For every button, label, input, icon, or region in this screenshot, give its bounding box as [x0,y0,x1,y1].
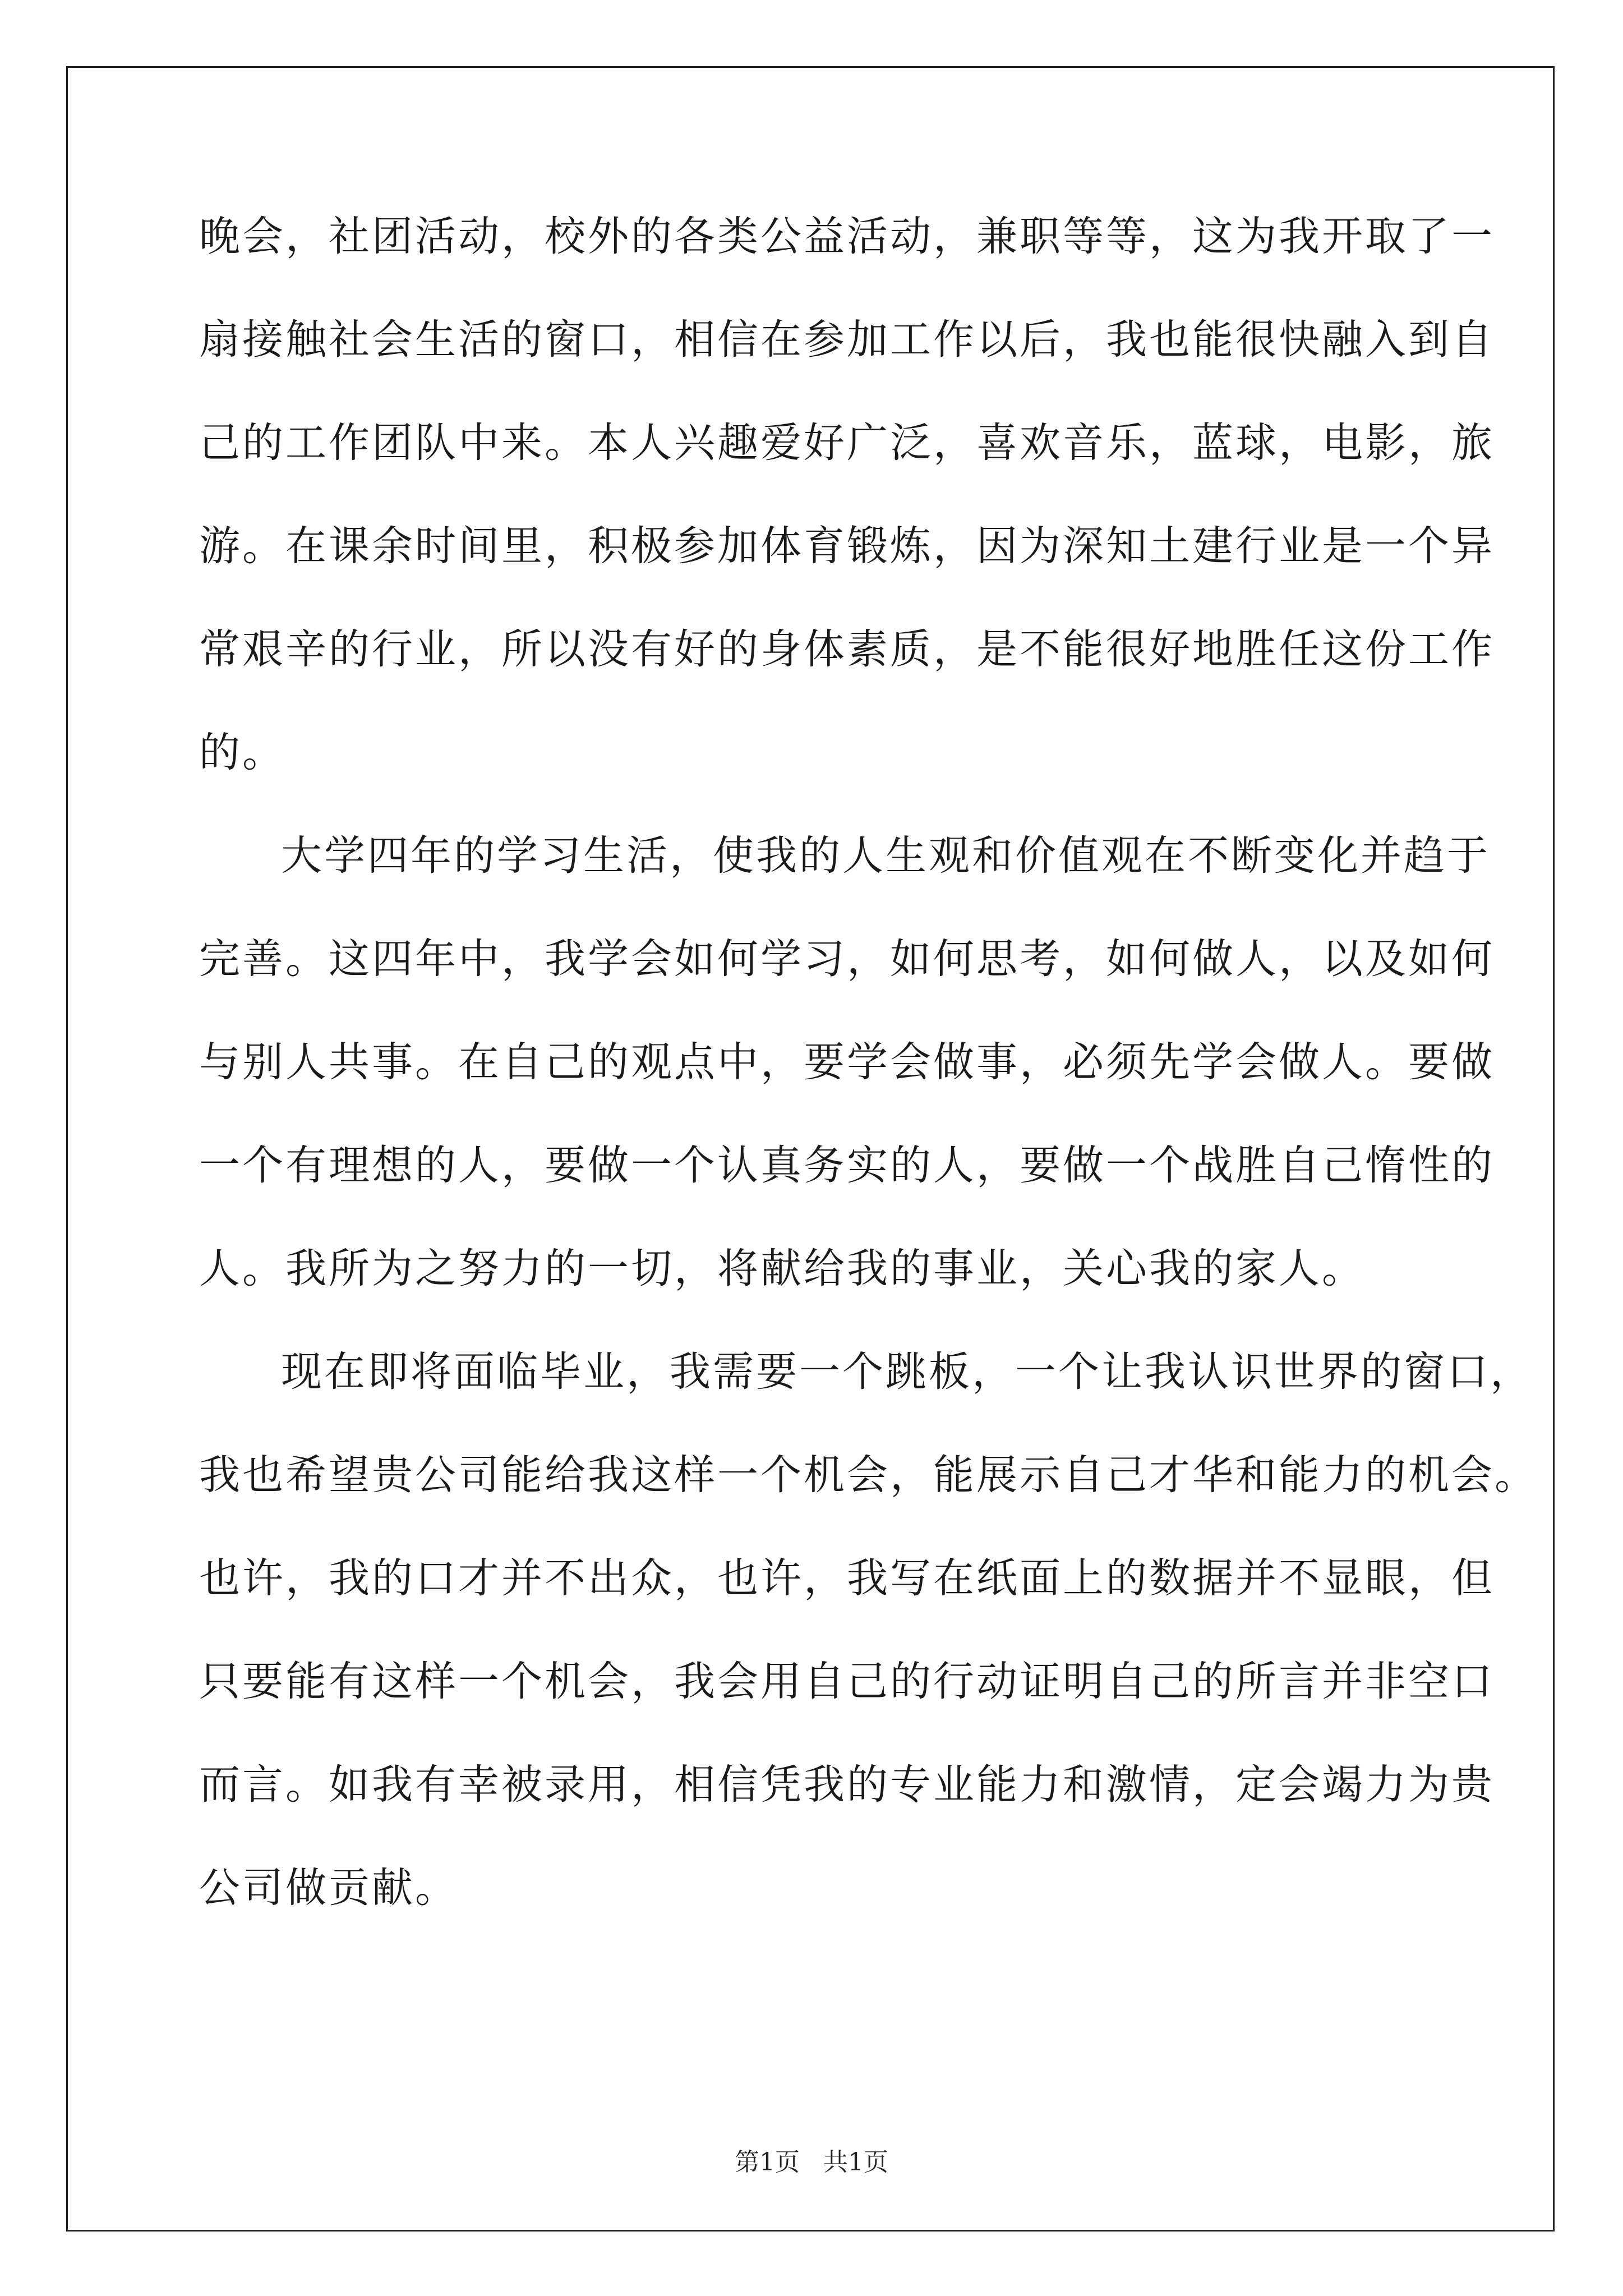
text-line: 现在即将面临毕业，我需要一个跳板，一个让我认识世界的窗口， [281,1348,1533,1396]
text-line: 只要能有这样一个机会，我会用自己的行动证明自己的所言并非空口 [199,1658,1495,1705]
text-line: 己的工作团队中来。本人兴趣爱好广泛，喜欢音乐，蓝球，电影，旅 [199,419,1495,467]
text-line: 完善。这四年中，我学会如何学习，如何思考，如何做人，以及如何 [199,935,1495,983]
text-line: 的。 [199,729,285,776]
text-line: 扇接触社会生活的窗口，相信在参加工作以后，我也能很快融入到自 [199,316,1495,364]
text-line: 游。在课余时间里，积极参加体育锻炼，因为深知土建行业是一个异 [199,522,1495,570]
text-line: 而言。如我有幸被录用，相信凭我的专业能力和激情，定会竭力为贵 [199,1761,1495,1809]
paragraph-1 [199,185,1495,804]
page-footer: 第1页 共1页 [735,2148,888,2177]
paragraph-3 [199,1320,1538,1940]
text-line: 与别人共事。在自己的观点中，要学会做事，必须先学会做人。要做 [199,1038,1495,1086]
text-line: 常艰辛的行业，所以没有好的身体素质，是不能很好地胜任这份工作 [199,625,1495,673]
document-body [199,185,1538,1940]
paragraph-2 [199,804,1495,1320]
text-line: 一个有理想的人，要做一个认真务实的人，要做一个战胜自己惰性的 [199,1142,1495,1189]
text-line: 公司做贡献。 [199,1864,458,1912]
text-line: 人。我所为之努力的一切，将献给我的事业，关心我的家人。 [199,1245,1365,1292]
text-line: 晚会，社团活动，校外的各类公益活动，兼职等等，这为我开取了一 [199,213,1495,260]
text-line: 也许，我的口才并不出众，也许，我写在纸面上的数据并不显眼，但 [199,1554,1495,1602]
text-line: 大学四年的学习生活，使我的人生观和价值观在不断变化并趋于 [281,832,1490,880]
text-line: 我也希望贵公司能给我这样一个机会，能展示自己才华和能力的机会。 [199,1451,1538,1499]
